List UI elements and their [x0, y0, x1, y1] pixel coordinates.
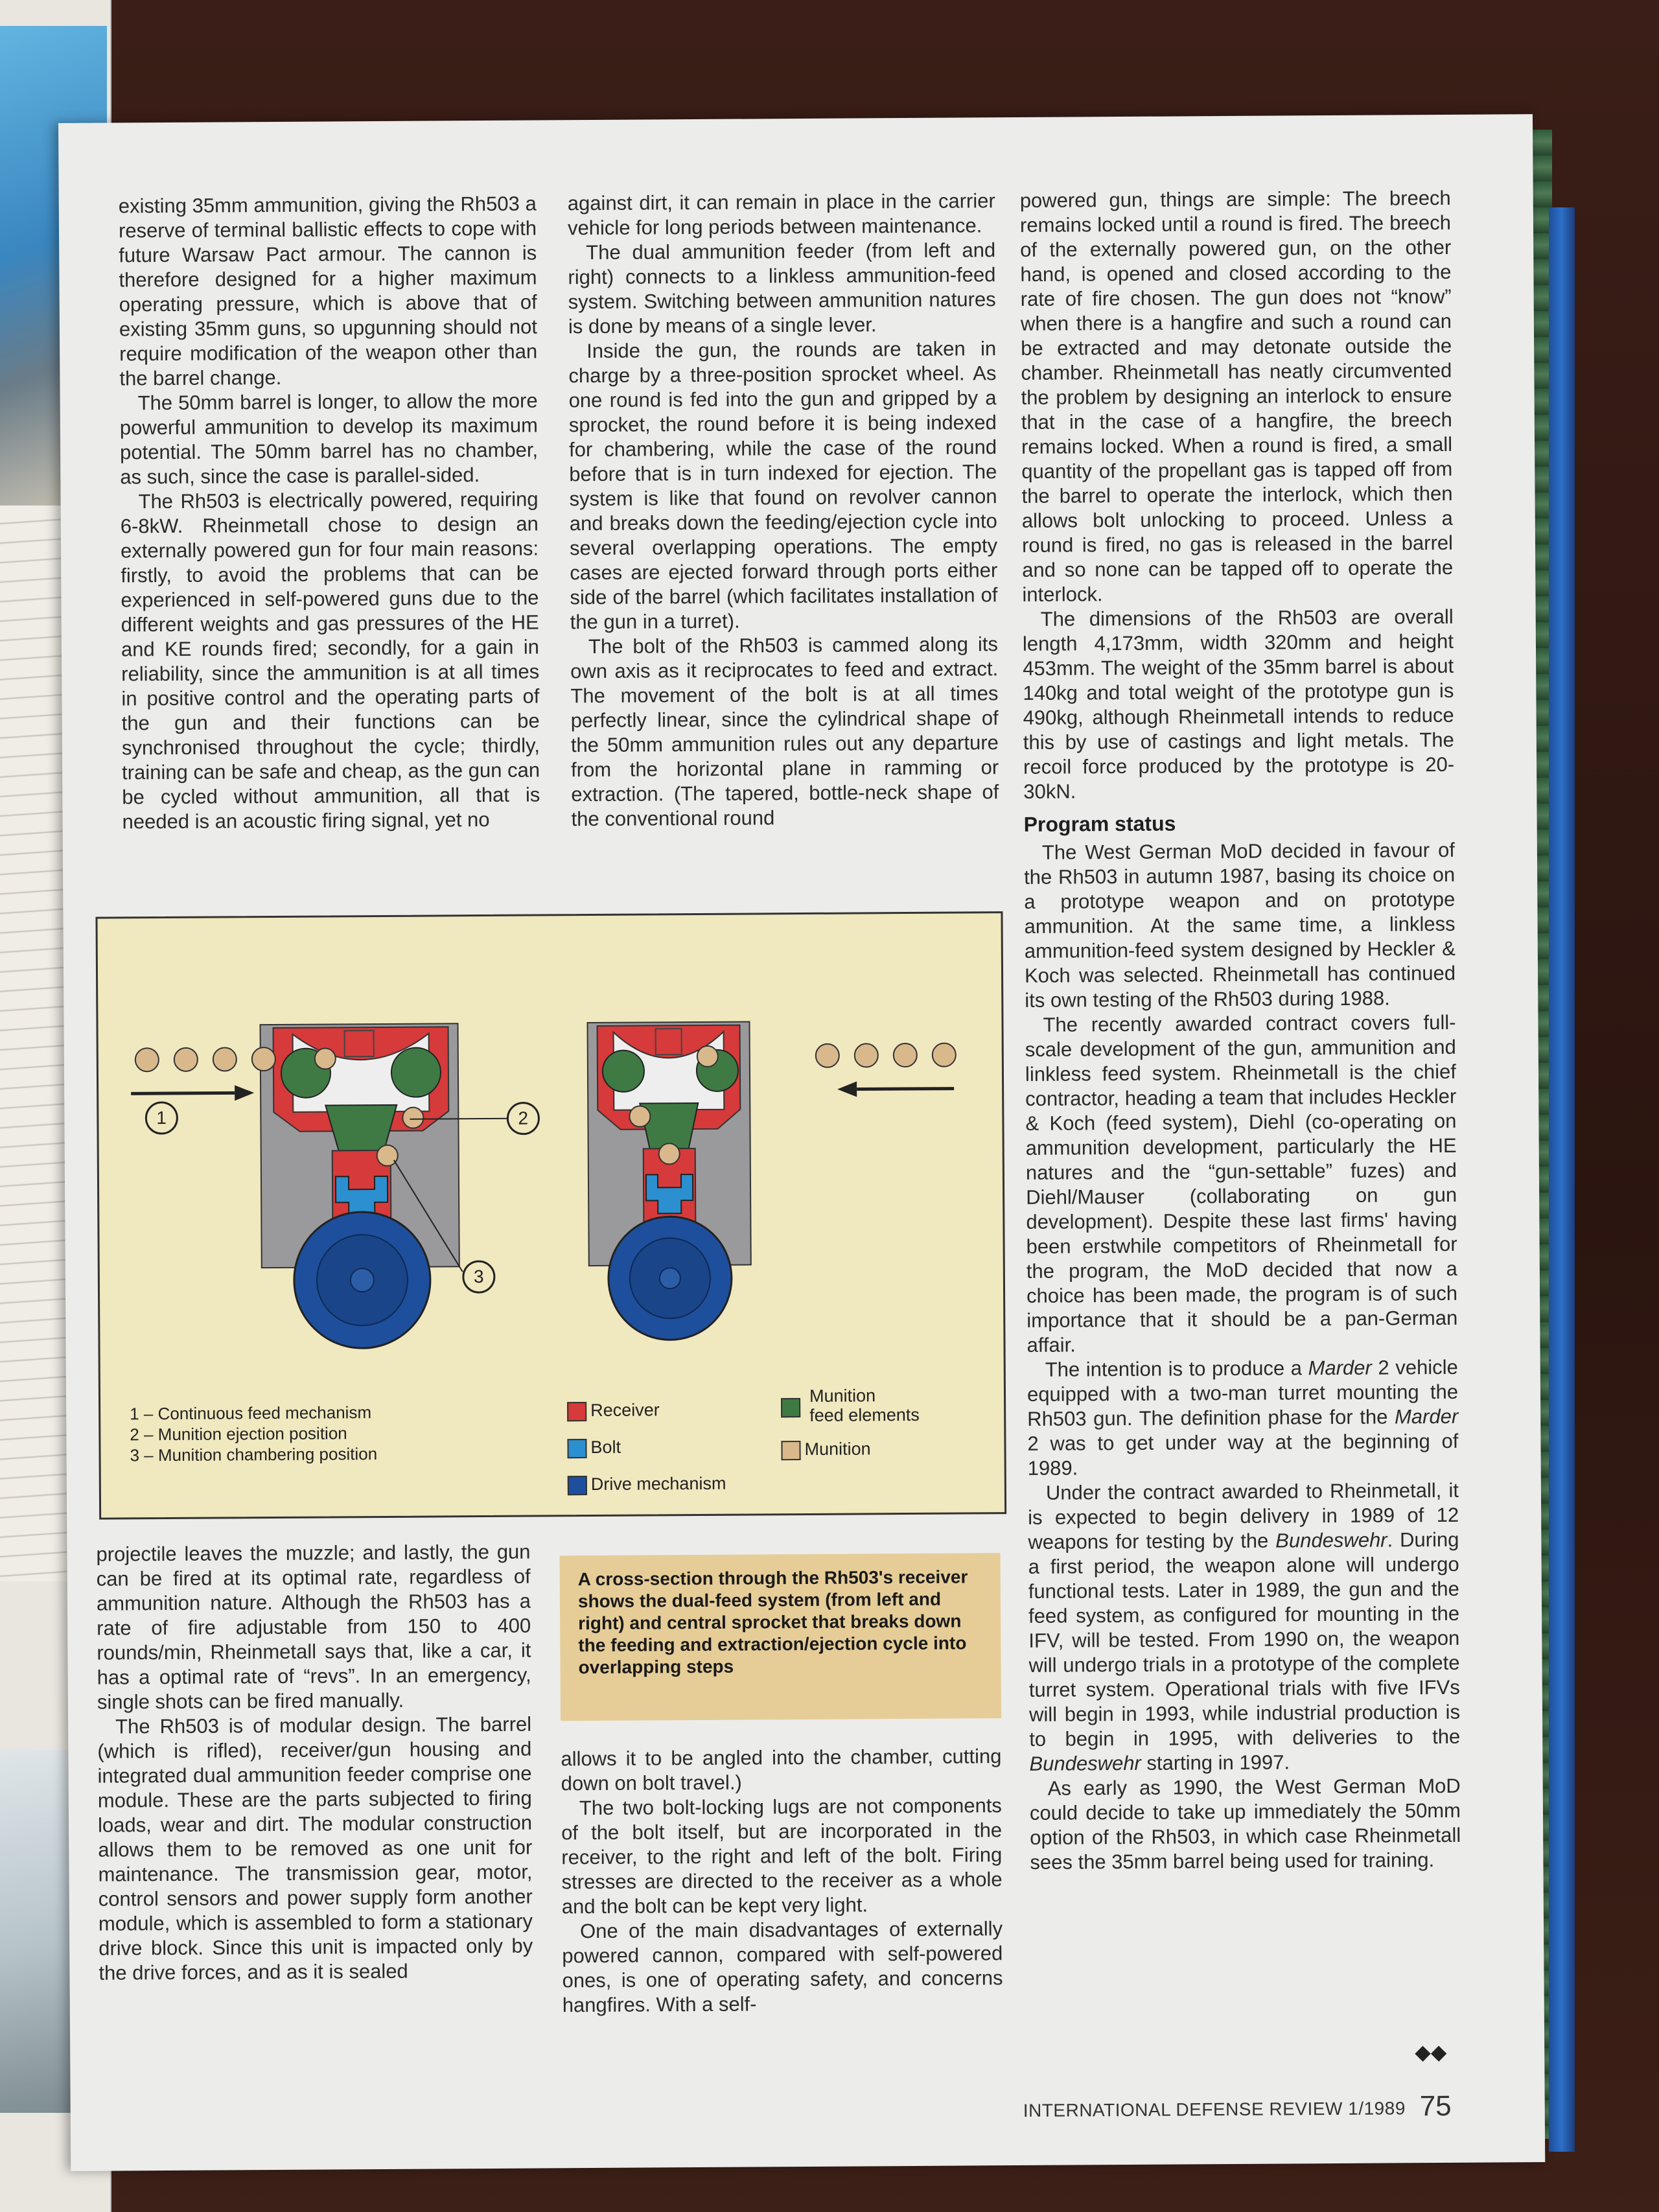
page-number: 75 — [1419, 2090, 1452, 2123]
paragraph: The 50mm barrel is longer, to allow the more powerful ammunition to develop its maximum potential. The 50mm barrel has no chamber, as such, since the case is parallel-sided. — [119, 389, 539, 489]
figure-caption: A cross-section through the Rh503's receiver shows the dual-feed system (from left and right) and central sprocket that breaks down the feeding and extraction/ejection cycle into overlapping steps — [560, 1553, 1002, 1721]
paragraph: existing 35mm ammunition, giving the Rh503 a reserve of terminal ballistic effects to cope with future Warsaw Pact armour. The cannon is therefore designed for a higher maximum operating pressure, which is above that of existing 35mm guns, so upgunning should not require modification of the weapon other than the barrel change. — [118, 192, 538, 390]
journal-footer: INTERNATIONAL DEFENSE REVIEW 1/1989 — [1023, 2098, 1406, 2121]
paragraph: The intention is to produce a Marder 2 vehicle equipped with a two-man turret mounting the Rh503 gun. The definition phase for the Marder 2 was to get under way at the beginning of 1989. — [1027, 1355, 1459, 1480]
callout-2-label: 2 — [518, 1108, 529, 1128]
column-2-bottom — [561, 1744, 1003, 2018]
paragraph: The Rh503 is electrically powered, requiring 6-8kW. Rheinmetall chose to design an externally powered gun for four main reasons: firstly, to avoid the problems that can be experienced in self-powered guns due to the different weights and gas pressures of the HE and KE rounds fired; secondly, for a gain in reliability, since the ammunition is at all times in positive control and the operating parts of the gun and their functions can be synchronised throughout the cycle; thirdly, training can be safe and cheap, as the gun can be cycled without ammunition, all that is needed is an acoustic firing signal, yet no — [120, 487, 540, 833]
paragraph: The dimensions of the Rh503 are overall length 4,173mm, width 320mm and height 453mm. The weight of the 35mm barrel is about 140kg and total weight of the prototype gun is 490kg, although Rheinmetall intends to reduce this by use of castings and light metals. The recoil force produced by the prototype is 20-30kN. — [1022, 605, 1455, 803]
legend-receiver: Receiver — [567, 1400, 660, 1421]
receiver-swatch — [567, 1402, 586, 1421]
paragraph: against dirt, it can remain in place in the carrier vehicle for long periods between maintenance. — [567, 189, 995, 240]
munition-swatch — [781, 1441, 800, 1460]
callout-3-label: 3 — [473, 1266, 484, 1287]
legend-number-3: 3 – Munition chambering position — [130, 1444, 378, 1465]
paragraph: As early as 1990, the West German MoD could decide to take up immediately the 50mm option of the Rh503, in which case Rheinmetall sees the 35mm barrel being used for training. — [1029, 1774, 1461, 1874]
column-3 — [1020, 186, 1461, 1875]
feed-elements-swatch — [781, 1398, 800, 1417]
paragraph: One of the main disadvantages of externally powered cannon, compared with self-powered ones, is one of operating safety, and concerns hangfires. With a self- — [562, 1917, 1003, 2017]
facing-page-photo-bottom — [0, 1750, 71, 2113]
paragraph: Inside the gun, the rounds are taken in charge by a three-position sprocket wheel. As one round is fed into the gun and gripped by a sprocket, the round before it is being indexed for chambering, while the case of the round before that is in turn indexed for ejection. The system is like that found on revolver cannon and breaks down the feeding/ejection cycle into several overlapping operations. The empty cases are ejected forward through ports either side of the barrel (which facilitates installation of the gun in a turret). — [568, 337, 998, 634]
magazine-page — [58, 114, 1545, 2171]
paragraph: The Rh503 is of modular design. The barrel (which is rifled), receiver/gun housing and integrated dual ammunition feeder comprise one module. These are the parts subjected to firing loads, wear and dirt. The modular construction allows them to be removed as one unit for maintenance. The transmission gear, motor, control sensors and power supply form another module, which is assembled to form a stationary drive block. Since this unit is impacted only by the drive forces, and as it is sealed — [97, 1712, 533, 1985]
column-1-bottom — [96, 1540, 533, 1986]
paragraph: The two bolt-locking lugs are not components of the bolt itself, but are incorporated in the receiver, to the right and left of the bolt. Firing stresses are directed to the receiver as a whole and the bolt can be kept very light. — [561, 1794, 1003, 1918]
bolt-swatch — [567, 1439, 586, 1458]
right-feed-rounds — [816, 1043, 956, 1097]
paragraph: Under the contract awarded to Rheinmetall, it is expected to begin delivery in 1989 of 12 weapons for testing by the Bundeswehr. During a first period, the weapon alone will undergo functional tests. Later in 1989, the gun and the feed system, as configured for mounting in the IFV, will be tested. From 1990 on, the weapon will undergo trials in a prototype of the complete turret system. Operational trials with five IFVs will begin in 1993, while industrial production is to begin in 1995, with deliveries to the Bundeswehr starting in 1997. — [1028, 1478, 1461, 1775]
paragraph: projectile leaves the muzzle; and lastly, the gun can be fired at its optimal rate, regardless of ammunition nature. Although the Rh503 has a rate of fire adjustable from 150 to 400 rounds/min, Rheinmetall says that, like a car, it has a optimal rate of “revs”. In an emergency, single shots can be fired manually. — [96, 1540, 531, 1714]
end-of-article-mark: ◆◆ — [1415, 2040, 1447, 2064]
legend-feed-elements: Munition feed elements — [781, 1386, 920, 1425]
paragraph: The bolt of the Rh503 is cammed along its own axis as it reciprocates to feed and extract. The movement of the bolt is at all times perfectly linear, since the cylindrical shape of the 50mm ammunition rules out any departure from the horizontal plane in ramming or extraction. (The tapered, bottle-neck shape of the conventional round — [570, 633, 999, 831]
legend-number-1: 1 – Continuous feed mechanism — [130, 1403, 372, 1424]
left-feed-rounds — [131, 1047, 275, 1101]
cross-section-figure — [95, 911, 1006, 1520]
right-cross-section — [587, 1022, 751, 1341]
paragraph: The West German MoD decided in favour of the Rh503 in autumn 1987, basing its choice on a prototype weapon and on prototype ammunition. At the same time, a linkless ammunition-feed system designed by Heckler & Koch was selected. Rheinmetall has continued its own testing of the Rh503 during 1988. — [1024, 838, 1456, 1012]
callout-1-label: 1 — [156, 1108, 167, 1128]
legend-munition: Munition — [781, 1439, 870, 1460]
drive-mechanism-swatch — [568, 1476, 587, 1495]
column-1-top — [119, 191, 540, 834]
paragraph: powered gun, things are simple: The breech remains locked until a round is fired. The breech of the externally powered gun, on the other hand, is opened and closed according to the rate of fire chosen. The gun does not “know” when there is a hangfire and such a round can be extracted and may detonate outside the chamber. Rheinmetall has neatly circumvented the problem by designing an interlock to ensure that in the case of a hangfire, the breech remains locked. When a round is fired, a small quantity of the propellant gas is tapped off from the barrel to operate the interlock, which then allows bolt unlocking to proceed. Unless a round is fired, no gas is released in the barrel and so none can be tapped off to operate the interlock. — [1019, 186, 1454, 606]
paragraph: The dual ammunition feeder (from left and right) connects to a linkless ammunition-feed system. Switching between ammunition natures is done by means of a single lever. — [568, 239, 996, 338]
paragraph: allows it to be angled into the chamber, cutting down on bolt travel.) — [561, 1745, 1002, 1795]
column-2-top — [568, 189, 999, 832]
section-heading: Program status — [1023, 811, 1176, 836]
paragraph: The recently awarded contract covers full-scale development of the gun, ammunition and linkless feed system. Rheinmetall is the chief contractor, heading a team that includes Heckler & Koch (feed system), Diehl (co-operating on ammunition development, particularly the HE natures and the “gun-settable” fuzes) and Diehl/Mauser (collaborating on gun development). Despite these last firms' having been erstwhile competitors of Rheinmetall for the program, the MoD decided that now a choice has been made, the program is of such importance that it should be a pan-German affair. — [1025, 1010, 1458, 1356]
left-cross-section — [261, 1023, 460, 1349]
legend-bolt: Bolt — [567, 1438, 621, 1458]
legend-drive-mechanism: Drive mechanism — [568, 1474, 726, 1495]
legend-number-2: 2 – Munition ejection position — [130, 1423, 347, 1445]
book-spine-blue — [1549, 207, 1575, 2152]
